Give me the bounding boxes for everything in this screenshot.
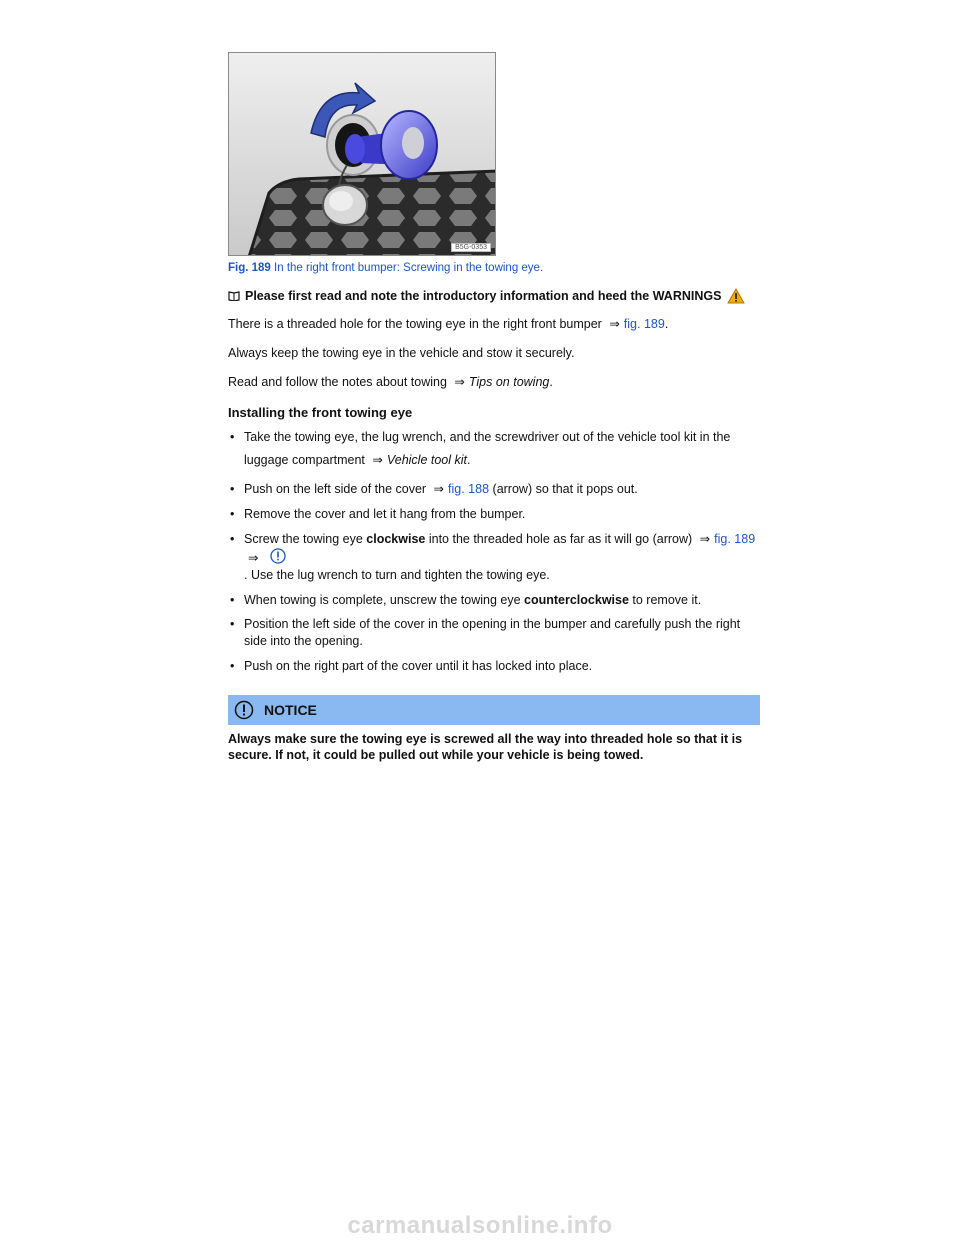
link-fig-188[interactable]: fig. 188	[448, 482, 490, 497]
step-text: . Use the lug wrench to turn and tighten the towing eye.	[244, 567, 550, 582]
list-item	[228, 481, 760, 498]
list-item	[228, 616, 760, 650]
list-item	[228, 592, 760, 609]
link-fig-189[interactable]: fig. 189	[714, 531, 756, 546]
step-bold: clockwise	[366, 531, 426, 546]
step-text: When towing is complete, unscrew the towing eye	[244, 592, 521, 607]
notice-text: Always make sure the towing eye is screwed all the way into threaded hole so that it is secure. If not, it could be pulled out while your vehicle is being towed.	[228, 732, 743, 763]
arrow-symbol: ⇒	[372, 453, 383, 468]
period: .	[467, 453, 471, 468]
arrow-symbol: ⇒	[609, 317, 620, 331]
step-text: Screw the towing eye	[244, 531, 363, 546]
warning-icon[interactable]	[727, 288, 745, 304]
arrow-symbol: ⇒	[699, 531, 711, 546]
towing-eye-illustration	[229, 53, 496, 256]
list-item	[228, 426, 760, 474]
notice-icon[interactable]	[270, 548, 286, 564]
figure-caption	[228, 262, 760, 274]
step-text: Push on the left side of the cover	[244, 482, 427, 497]
step-text: to remove it.	[632, 592, 702, 607]
period: .	[549, 374, 553, 389]
link-tips-on-towing[interactable]: Tips on towing	[468, 374, 550, 389]
caption-text: In the right front bumper: Screwing in the towing eye.	[274, 262, 544, 274]
notice-label: NOTICE	[264, 702, 317, 718]
step-text: Take the towing eye, the lug wrench, and the screwdriver out of the vehicle tool kit in the luggage compartment	[244, 429, 731, 468]
link-fig-189[interactable]: fig. 189	[623, 317, 665, 331]
step-text: Remove the cover and let it hang from the bumper.	[244, 507, 526, 521]
figure-id-label: B5G-0353	[451, 243, 491, 252]
steps-list	[228, 426, 760, 675]
notice-header	[228, 695, 760, 725]
list-item	[228, 531, 760, 584]
period: .	[664, 317, 669, 331]
intro-text: Please first read and note the introductory information and heed the WARNINGS	[245, 289, 722, 303]
paragraph-threaded-hole	[228, 316, 760, 333]
paragraph-keep-eye: Always keep the towing eye in the vehicle and stow it securely.	[228, 345, 575, 360]
step-text: (arrow) so that it pops out.	[492, 482, 638, 497]
watermark: carmanualsonline.info	[347, 1212, 613, 1239]
section-heading: Installing the front towing eye	[228, 404, 413, 420]
arrow-symbol: ⇒	[433, 482, 445, 497]
notice-icon	[234, 700, 254, 720]
step-text: into the threaded hole as far as it will go (arrow)	[428, 531, 693, 546]
link-vehicle-tool-kit[interactable]: Vehicle tool kit	[386, 453, 468, 468]
paragraph-text: There is a threaded hole for the towing eye in the right front bumper	[228, 317, 602, 331]
step-text: Push on the right part of the cover until it has locked into place.	[244, 659, 593, 674]
list-item	[228, 506, 760, 523]
figure-towing-eye	[228, 52, 496, 256]
step-bold: counterclockwise	[524, 592, 629, 607]
intro-line	[228, 288, 760, 304]
paragraph-towing-notes	[228, 374, 760, 391]
manual-page	[228, 52, 760, 764]
caption-number: Fig. 189	[228, 262, 271, 274]
book-icon	[228, 291, 240, 301]
step-text: Position the left side of the cover in the opening in the bumper and carefully push the right side into the opening.	[244, 617, 741, 649]
paragraph-text: Read and follow the notes about towing	[228, 374, 447, 389]
arrow-symbol: ⇒	[248, 550, 259, 565]
list-item	[228, 658, 760, 675]
arrow-symbol: ⇒	[454, 374, 465, 389]
